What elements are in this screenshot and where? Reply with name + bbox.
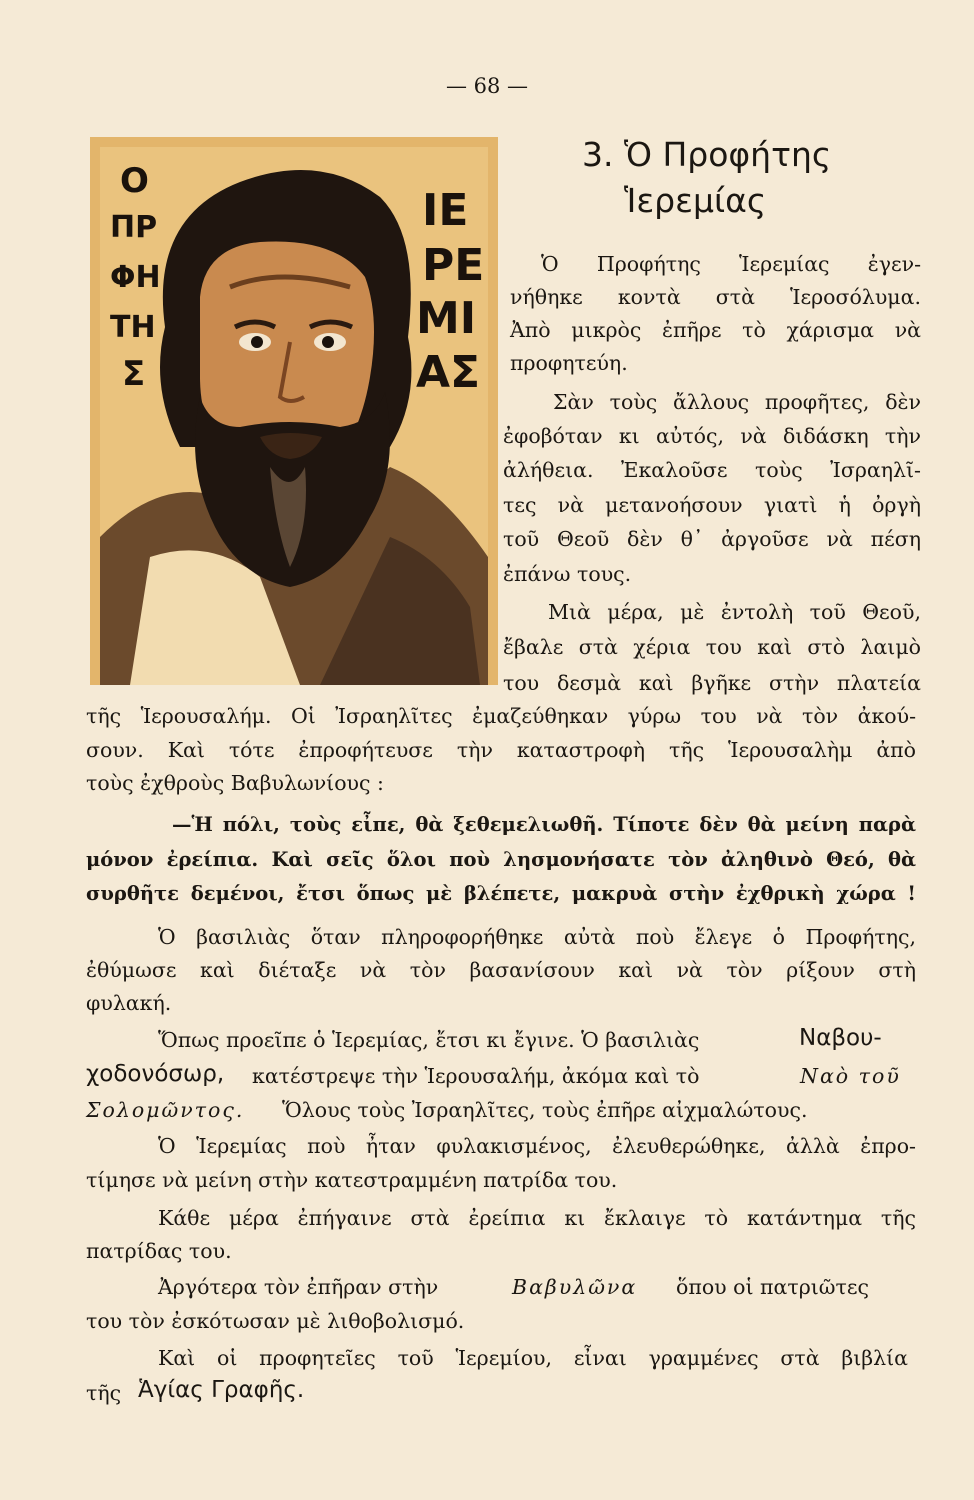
- text-line: ἀλήθεια. Ἐκαλοῦσε τοὺς Ἰσραηλῖ-: [503, 458, 921, 482]
- text-line: ἐφοβόταν κι αὐτός, νὰ διδάσκη τὴν: [503, 424, 921, 448]
- text-line: τοῦ Θεοῦ δὲν θ᾽ ἀργοῦσε νὰ πέση: [503, 527, 921, 551]
- text-line: Ἀργότερα τὸν ἐπῆραν στὴν: [158, 1275, 439, 1299]
- king-name-part2: χοδονόσωρ,: [86, 1061, 225, 1087]
- text-line: —Ἡ πόλι, τοὺς εἶπε, θὰ ξεθεμελιωθῆ. Τίποτε δὲν θὰ μείνη παρὰ: [172, 813, 916, 836]
- chapter-title: [582, 132, 942, 224]
- inscription-left-3: ΦΗ: [110, 260, 161, 295]
- text-line: του δεσμὰ καὶ βγῆκε στὴν πλατεία: [503, 671, 921, 695]
- temple-name: Ναὸ τοῦ: [800, 1064, 901, 1088]
- text-line: ἔβαλε στὰ χέρια του καὶ στὸ λαιμὸ: [503, 635, 921, 659]
- text-line: ἐπάνω τους.: [503, 562, 632, 586]
- text-line: νήθηκε κοντὰ στὰ Ἱεροσόλυμα.: [510, 285, 921, 309]
- inscription-right-4: ΑΣ: [416, 347, 481, 398]
- inscription-right-3: ΜΙ: [416, 293, 477, 344]
- text-line: Ὅλους τοὺς Ἰσραηλῖτες, τοὺς ἐπῆρε αἰχμαλώτους.: [282, 1098, 808, 1122]
- text-line: Ἀπὸ μικρὸς ἐπῆρε τὸ χάρισμα νὰ: [510, 318, 921, 342]
- text-line: σουν. Καὶ τότε ἐπροφήτευσε τὴν καταστροφὴ τῆς Ἱερουσαλὴμ ἀπὸ: [86, 738, 916, 762]
- text-line: Ὅπως προεῖπε ὁ Ἱερεμίας, ἔτσι κι ἔγινε. Ὁ βασιλιὰς: [158, 1028, 700, 1052]
- text-line: ἐθύμωσε καὶ διέταξε νὰ τὸν βασανίσουν καὶ νὰ τὸν ρίξουν στὴ: [86, 958, 916, 982]
- text-line: μόνον ἐρείπια. Καὶ σεῖς ὅλοι ποὺ λησμονήσατε τὸν ἀληθινὸ Θεό, θὰ: [86, 848, 916, 871]
- text-line: προφητεύη.: [510, 351, 628, 375]
- text-line: τίμησε νὰ μείνη στὴν κατεστραμμένη πατρίδα του.: [86, 1168, 618, 1192]
- text-line: τες νὰ μετανοήσουν γιατὶ ἡ ὀργὴ: [503, 493, 921, 517]
- text-line: ὅπου οἱ πατριῶτες: [676, 1275, 869, 1299]
- text-line: τοὺς ἐχθροὺς Βαβυλωνίους :: [86, 771, 384, 795]
- king-name-part1: Ναβου-: [799, 1025, 882, 1051]
- text-line: κατέστρεψε τὴν Ἱερουσαλήμ, ἀκόμα καὶ τὸ: [252, 1064, 700, 1088]
- chapter-title-line1: 3. Ὁ Προφήτης: [582, 135, 832, 174]
- prophet-icon-illustration: [90, 137, 498, 685]
- page-number: — 68 —: [445, 74, 529, 98]
- inscription-left-1: Ο: [120, 161, 149, 201]
- inscription-right-2: ΡΕ: [422, 240, 485, 291]
- jeremiah-portrait-icon: [90, 137, 498, 685]
- inscription-left-5: Σ: [122, 354, 146, 394]
- text-line: Ὁ Προφήτης Ἱερεμίας ἐγεν-: [541, 252, 921, 276]
- chapter-title-line2: Ἱερεμίας: [624, 181, 767, 220]
- babylon-name: Βαβυλῶνα: [512, 1275, 638, 1299]
- text-line: Ὁ Ἱερεμίας ποὺ ἦταν φυλακισμένος, ἐλευθερώθηκε, ἀλλὰ ἐπρο-: [158, 1134, 916, 1158]
- text-line: Μιὰ μέρα, μὲ ἐντολὴ τοῦ Θεοῦ,: [548, 600, 921, 624]
- text-line: τῆς: [86, 1381, 122, 1405]
- text-line: Κάθε μέρα ἐπήγαινε στὰ ἐρείπια κι ἔκλαιγε τὸ κατάντημα τῆς: [158, 1206, 916, 1230]
- text-line: του τὸν ἐσκότωσαν μὲ λιθοβολισμό.: [86, 1309, 465, 1333]
- solomon-name: Σολομῶντος.: [86, 1098, 245, 1122]
- holy-scripture: Ἁγίας Γραφῆς.: [138, 1377, 305, 1403]
- text-line: φυλακή.: [86, 991, 172, 1015]
- inscription-left-4: ΤΗ: [110, 310, 156, 345]
- text-line: Σὰν τοὺς ἄλλους προφῆτες, δὲν: [553, 390, 921, 414]
- text-line: τῆς Ἱερουσαλήμ. Οἱ Ἰσραηλῖτες ἐμαζεύθηκαν γύρω του νὰ τὸν ἀκού-: [86, 704, 916, 728]
- text-line: συρθῆτε δεμένοι, ἔτσι ὅπως μὲ βλέπετε, μακρυὰ στὴν ἐχθρικὴ χώρα !: [86, 882, 916, 905]
- text-line: Ὁ βασιλιὰς ὅταν πληροφορήθηκε αὐτὰ ποὺ ἔλεγε ὁ Προφήτης,: [158, 925, 916, 949]
- text-line: πατρίδας του.: [86, 1239, 232, 1263]
- inscription-right-1: ΙΕ: [422, 185, 469, 236]
- inscription-left-2: ΠΡ: [110, 210, 158, 245]
- text-line: Καὶ οἱ προφητεῖες τοῦ Ἱερεμίου, εἶναι γραμμένες στὰ βιβλία: [158, 1346, 908, 1370]
